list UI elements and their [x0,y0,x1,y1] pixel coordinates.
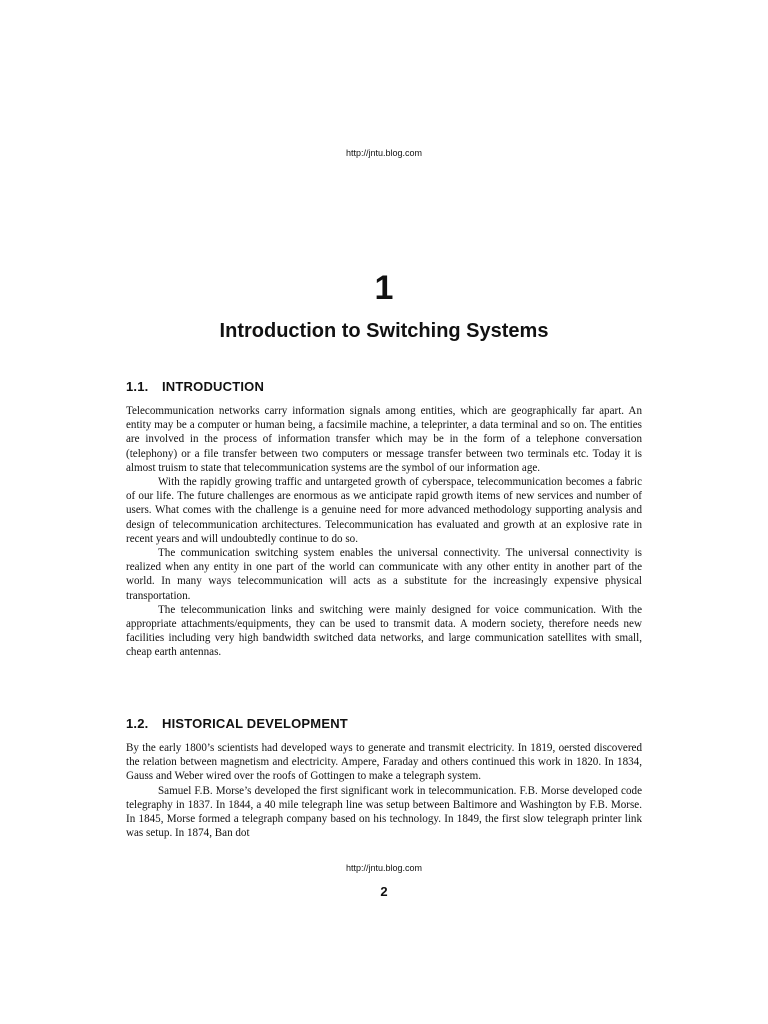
paragraph: By the early 1800’s scientists had developed ways to generate and transmit electricity. In 1819, oersted discovered the relation between magnetism and electricity. Ampere, Faraday and others continued this work in 1820. In 1834, Gauss and Weber wired over the roofs of Gottingen to make a telegraph system. [126,742,642,783]
section-title: HISTORICAL DEVELOPMENT [162,716,348,731]
paragraph: The telecommunication links and switching were mainly designed for voice communication. With the appropriate attachments/equipments, they can be used to transmit data. A modern society, therefore needs new facilities including very high bandwidth switched data networks, and large communication satellites with small, cheap earth antennas. [126,603,642,659]
page-number: 2 [380,884,388,899]
footer-url: http://jntu.blog.com [345,863,423,873]
chapter-title: Introduction to Switching Systems [219,320,549,342]
section-title: INTRODUCTION [162,379,265,394]
section-heading-introduction [126,379,264,395]
chapter-number: 1 [374,269,394,307]
section-body-introduction [126,404,642,660]
section-heading-historical-development [126,716,348,732]
section-number: 1.2. [126,716,149,731]
paragraph: Telecommunication networks carry information signals among entities, which are geographically far apart. An entity may be a computer or human being, a facsimile machine, a teleprinter, a data terminal and so on. The entities are involved in the process of information transfer which may be in the form of a telephone conversation (telephony) or a file transfer between two computers or message transfer between two terminals etc. Today it is almost truism to state that telecommunication systems are the symbol of our information age. [126,405,642,474]
paragraph: Samuel F.B. Morse’s developed the first significant work in telecommunication. F.B. Morse developed code telegraphy in 1837. In 1844, a 40 mile telegraph line was setup between Baltimore and Washington by F.B. Morse. In 1845, Morse formed a telegraph company based on his technology. In 1849, the first slow telegraph printer link was setup. In 1874, Ban dot [126,784,642,840]
header-url: http://jntu.blog.com [345,148,423,158]
section-body-historical-development [126,741,642,840]
section-number: 1.1. [126,379,149,394]
paragraph: With the rapidly growing traffic and untargeted growth of cyberspace, telecommunication becomes a fabric of our life. The future challenges are enormous as we anticipate rapid growth items of new services and number of users. What comes with the challenge is a genuine need for more advanced methodology supporting analysis and design of telecommunication architectures. Telecommunication has evaluated and growth at an explosive rate in recent years and will undoubtedly continue to do so. [126,476,642,545]
paragraph: The communication switching system enables the universal connectivity. The universal connectivity is realized when any entity in one part of the world can communicate with any other entity in another part of the world. In many ways telecommunication will acts as a substitute for the increasingly expensive physical transportation. [126,547,642,602]
